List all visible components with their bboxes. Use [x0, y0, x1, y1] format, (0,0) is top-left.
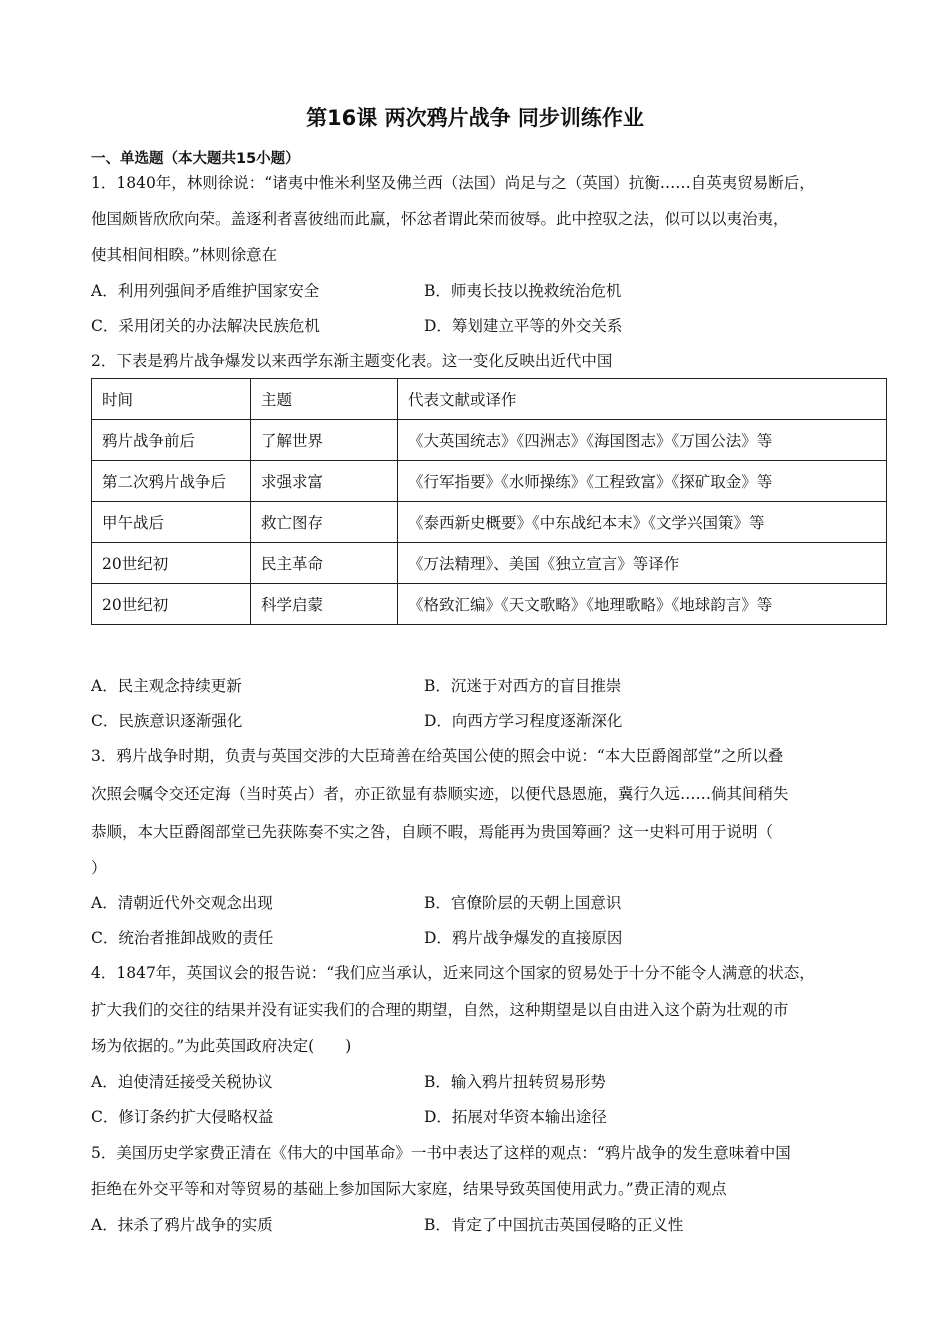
question-1-option-a[interactable]: A．利用列强间矛盾维护国家安全	[91, 282, 320, 300]
page-title: 第16课 两次鸦片战争 同步训练作业	[306, 106, 644, 130]
table-cell: 甲午战后	[92, 502, 251, 543]
question-4-option-b[interactable]: B．输入鸦片扭转贸易形势	[424, 1073, 606, 1091]
table-cell: 救亡图存	[251, 502, 398, 543]
table-row	[92, 502, 887, 543]
table-row	[92, 461, 887, 502]
question-3-line-4: ）	[91, 859, 107, 877]
question-4-line-3: 场为依据的。”为此英国政府决定( )	[91, 1037, 352, 1055]
question-1-option-d[interactable]: D．筹划建立平等的外交关系	[424, 317, 623, 335]
question-3-line-1: 3．鸦片战争时期，负责与英国交涉的大臣琦善在给英国公使的照会中说：“本大臣爵阁部堂”之所以叠	[91, 747, 784, 765]
question-2-option-c[interactable]: C．民族意识逐渐强化	[91, 712, 243, 730]
table-header-cell: 时间	[92, 379, 251, 420]
question-5-option-a[interactable]: A．抹杀了鸦片战争的实质	[91, 1216, 273, 1234]
question-1-line-2: 他国颇皆欣欣向荣。盖逐利者喜彼绌而此赢，怀忿者谓此荣而彼辱。此中控驭之法，似可以以夷治夷，	[91, 210, 789, 228]
table-cell: 了解世界	[251, 420, 398, 461]
question-3-option-a[interactable]: A．清朝近代外交观念出现	[91, 894, 273, 912]
table-cell: 求强求富	[251, 461, 398, 502]
question-2-option-d[interactable]: D．向西方学习程度逐渐深化	[424, 712, 623, 730]
table-cell: 鸦片战争前后	[92, 420, 251, 461]
table-header-row	[92, 379, 887, 420]
question-3-option-b[interactable]: B．官僚阶层的天朝上国意识	[424, 894, 622, 912]
table-row	[92, 584, 887, 625]
question-3-option-c[interactable]: C．统治者推卸战败的责任	[91, 929, 274, 947]
table-cell: 《泰西新史概要》《中东战纪本末》《文学兴国策》等	[398, 502, 887, 543]
section-heading: 一、单选题（本大题共15小题）	[91, 151, 300, 167]
question-4-option-d[interactable]: D．拓展对华资本输出途径	[424, 1108, 607, 1126]
question-1-line-1: 1．1840年，林则徐说：“诸夷中惟米利坚及佛兰西（法国）尚足与之（英国）抗衡……自英夷贸易断后，	[91, 174, 815, 192]
table-cell: 科学启蒙	[251, 584, 398, 625]
table-cell: 《大英国统志》《四洲志》《海国图志》《万国公法》等	[398, 420, 887, 461]
question-2-option-b[interactable]: B．沉迷于对西方的盲目推崇	[424, 677, 622, 695]
question-4-line-1: 4．1847年，英国议会的报告说：“我们应当承认，近来同这个国家的贸易处于十分不能令人满意的状态，	[91, 964, 815, 982]
question-5-line-2: 拒绝在外交平等和对等贸易的基础上参加国际大家庭，结果导致英国使用武力。”费正清的观点	[91, 1180, 727, 1198]
table-cell: 20世纪初	[92, 584, 251, 625]
question-4-option-a[interactable]: A．迫使清廷接受关税协议	[91, 1073, 273, 1091]
question-1-line-3: 使其相间相睽。”林则徐意在	[91, 246, 278, 264]
table-cell: 《格致汇编》《天文歌略》《地理歌略》《地球韵言》等	[398, 584, 887, 625]
question-1-option-b[interactable]: B．师夷长技以挽救统治危机	[424, 282, 622, 300]
question-4-option-c[interactable]: C．修订条约扩大侵略权益	[91, 1108, 274, 1126]
question-1-option-c[interactable]: C．采用闭关的办法解决民族危机	[91, 317, 320, 335]
table-header-cell: 主题	[251, 379, 398, 420]
question-3-line-3: 恭顺，本大臣爵阁部堂已先获陈奏不实之咎，自顾不暇，焉能再为贵国筹画？这一史料可用于说明（	[91, 823, 774, 841]
table-cell: 《行军指要》《水师操练》《工程致富》《探矿取金》等	[398, 461, 887, 502]
theme-table	[91, 378, 887, 625]
table-header-cell: 代表文献或译作	[398, 379, 887, 420]
question-2-option-a[interactable]: A．民主观念持续更新	[91, 677, 242, 695]
table-cell: 《万法精理》、美国《独立宣言》等译作	[398, 543, 887, 584]
table-row	[92, 420, 887, 461]
question-3-line-2: 次照会嘱令交还定海（当时英占）者，亦正欲显有恭顺实迹，以便代恳恩施，冀行久远……倘其间稍失	[91, 785, 789, 803]
question-5-option-b[interactable]: B．肯定了中国抗击英国侵略的正义性	[424, 1216, 684, 1234]
table-row	[92, 543, 887, 584]
table-cell: 民主革命	[251, 543, 398, 584]
question-2-line-1: 2．下表是鸦片战争爆发以来西学东渐主题变化表。这一变化反映出近代中国	[91, 352, 613, 370]
question-3-option-d[interactable]: D．鸦片战争爆发的直接原因	[424, 929, 623, 947]
question-4-line-2: 扩大我们的交往的结果并没有证实我们的合理的期望，自然，这种期望是以自由进入这个蔚为壮观的市	[91, 1001, 789, 1019]
table-cell: 20世纪初	[92, 543, 251, 584]
table-cell: 第二次鸦片战争后	[92, 461, 251, 502]
question-5-line-1: 5．美国历史学家费正清在《伟大的中国革命》一书中表达了这样的观点：“鸦片战争的发生意味着中国	[91, 1144, 791, 1162]
